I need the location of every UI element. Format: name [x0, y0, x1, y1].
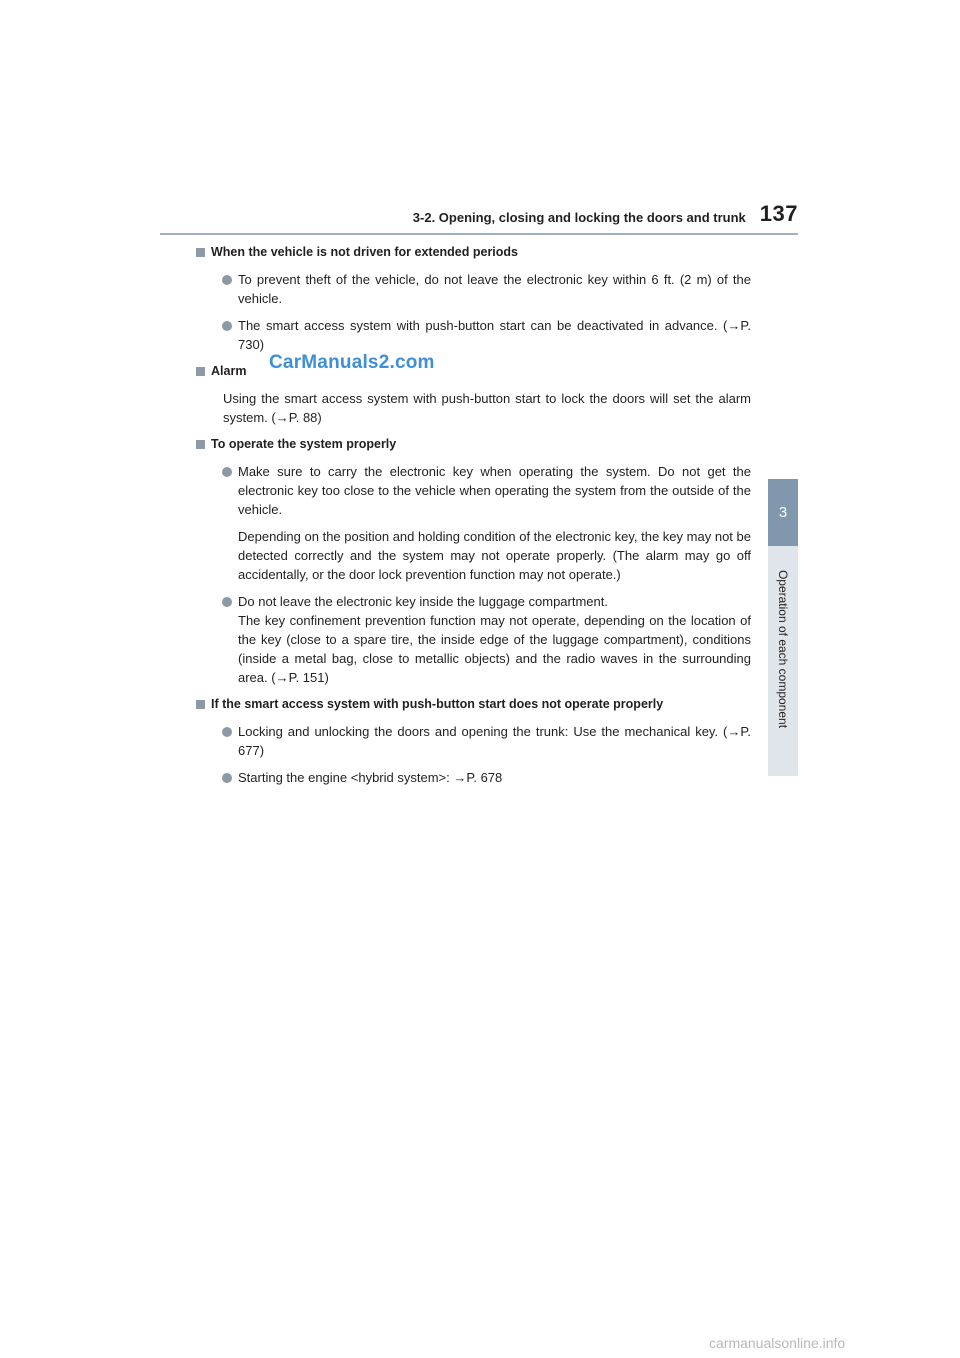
list-item: Make sure to carry the electronic key when operating the system. Do not get the electronic key too close to the vehicle when operating the system from the outside of the vehicle.: [211, 462, 751, 519]
list-item: The smart access system with push-button start can be deactivated in advance. (→P. 730): [211, 316, 751, 354]
circle-bullet-icon: [222, 727, 232, 737]
watermark-link[interactable]: CarManuals2.com: [269, 352, 445, 374]
page-number: 137: [759, 201, 798, 226]
circle-bullet-icon: [222, 597, 232, 607]
square-bullet-icon: [196, 248, 205, 257]
header-divider: [160, 233, 798, 235]
list-item: Do not leave the electronic key inside the luggage compartment. The key confinement prevention function may not operate, depending on the location of the key (close to a spare tire, the inside edge of the luggage compartment), conditions (inside a metal bag, close to metallic objects) and the radio waves in the surrounding area. (→P. 151): [211, 592, 751, 687]
section-heading: When the vehicle is not driven for extended periods: [196, 243, 751, 262]
list-item: Locking and unlocking the doors and opening the trunk: Use the mechanical key. (→P. 677): [211, 722, 751, 760]
page-body: [211, 243, 751, 795]
chapter-number: 3: [778, 504, 788, 521]
chapter-label: Operation of each component: [776, 569, 790, 729]
page-header: [160, 202, 798, 226]
circle-bullet-icon: [222, 467, 232, 477]
paragraph: Using the smart access system with push-button start to lock the doors will set the alarm system. (→P. 88): [223, 391, 751, 425]
section-heading: If the smart access system with push-button start does not operate properly: [196, 695, 751, 714]
section-title: 3-2. Opening, closing and locking the doors and trunk: [412, 210, 746, 225]
circle-bullet-icon: [222, 773, 232, 783]
paragraph: Depending on the position and holding condition of the electronic key, the key may not be detected correctly and the system may not operate properly. (The alarm may go off accidentally, or the door lock prevention function may not operate.): [238, 529, 751, 582]
square-bullet-icon: [196, 367, 205, 376]
list-item: To prevent theft of the vehicle, do not leave the electronic key within 6 ft. (2 m) of the vehicle.: [211, 270, 751, 308]
section-heading: Alarm: [196, 362, 751, 381]
circle-bullet-icon: [222, 321, 232, 331]
square-bullet-icon: [196, 700, 205, 709]
footer-watermark: carmanualsonline.info: [709, 1335, 846, 1351]
circle-bullet-icon: [222, 275, 232, 285]
section-heading: To operate the system properly: [196, 435, 751, 454]
square-bullet-icon: [196, 440, 205, 449]
list-item: Starting the engine <hybrid system>: →P. 678: [211, 768, 751, 787]
